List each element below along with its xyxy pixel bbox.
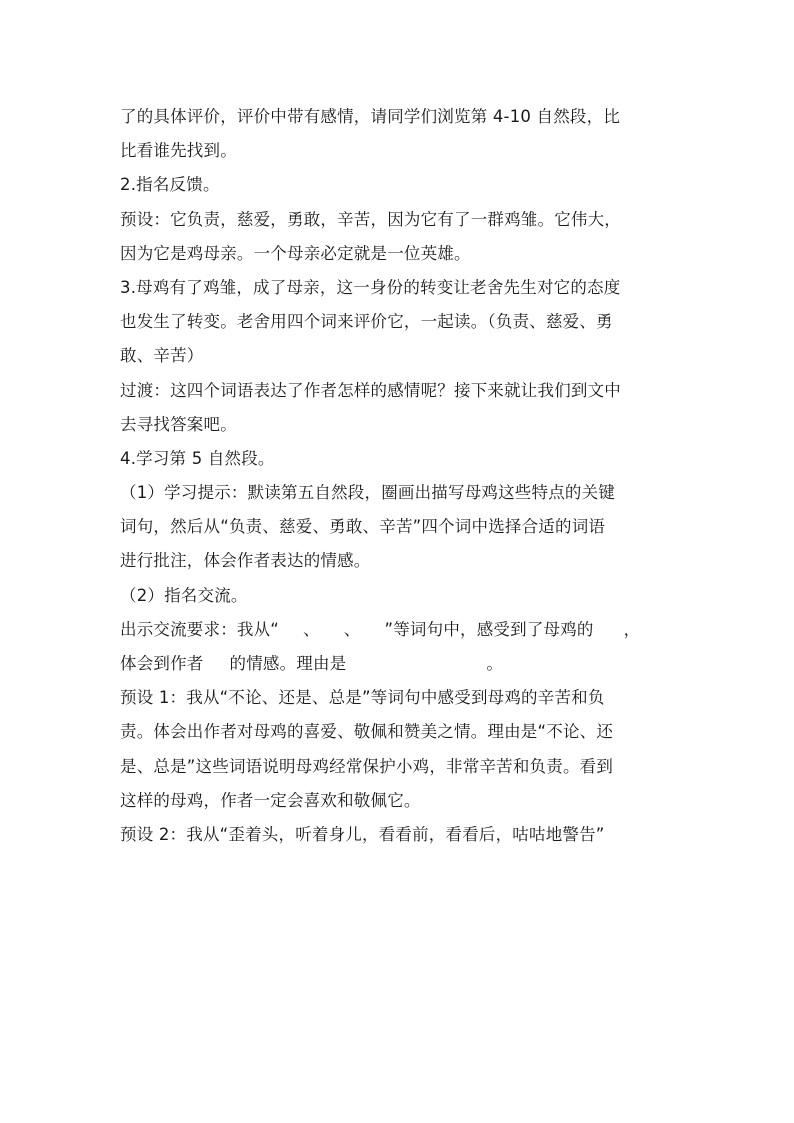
text-line: 进行批注，体会作者表达的情感。 [120,551,371,571]
text-line: 这样的母鸡，作者一定会喜欢和敬佩它。 [120,790,421,810]
template-text: 的情感。理由是 [229,654,347,673]
text-line: 预设 1：我从“不论、还是、总是”等词句中感受到母鸡的辛苦和负 [120,688,605,708]
template-text: ”等词句中，感受到了母鸡的 [384,619,594,639]
text-line: 3.母鸡有了鸡雏，成了母亲，这一身份的转变让老舍先生对它的态度 [120,277,621,297]
text-line: 去寻找答案吧。 [120,414,237,434]
text-line: 是、总是”这些词语说明母鸡经常保护小鸡，非常辛苦和负责。看到 [120,756,614,776]
text-line: 预设：它负责，慈爱，勇敢，辛苦，因为它有了一群鸡雏。它伟大， [120,209,621,229]
template-text: 体会到作者 [120,654,204,673]
text-line: 比看谁先找到。 [120,141,237,161]
text-line: 词句，然后从“负责、慈爱、勇敢、辛苦”四个词中选择合适的词语 [120,517,606,537]
text-line: 责。体会出作者对母鸡的喜爱、敬佩和赞美之情。理由是“不论、还 [120,722,614,742]
text-line: 2.指名反馈。 [120,175,220,195]
text-line: 过渡：这四个词语表达了作者怎样的感情呢？接下来就让我们到文中 [120,380,621,400]
text-line: 了的具体评价，评价中带有感情，请同学们浏览第 4-10 自然段，比 [120,107,621,126]
text-line: 4.学习第 5 自然段。 [120,448,275,468]
document-page [120,100,682,852]
text-line: （1）学习提示：默读第五自然段，圈画出描写母鸡这些特点的关键 [120,483,615,503]
text-line: 预设 2：我从“歪着头，听着身儿，看看前，看看后，咕咕地警告” [120,824,605,844]
template-line [120,647,682,681]
text-line: 因为它是鸡母亲。一个母亲必定就是一位英雄。 [120,243,471,263]
text-line: 也发生了转变。老舍用四个词来评价它，一起读。（负责、慈爱、勇 [120,312,613,332]
template-text: 、 [343,619,361,639]
template-text: 出示交流要求：我从“ [120,619,280,639]
text-line: （2）指名交流。 [120,585,248,605]
template-line [120,613,682,647]
text-line: 敢、辛苦） [120,346,204,366]
template-text: 。 [486,654,504,673]
template-text: ， [623,619,641,639]
template-text: 、 [303,619,320,639]
